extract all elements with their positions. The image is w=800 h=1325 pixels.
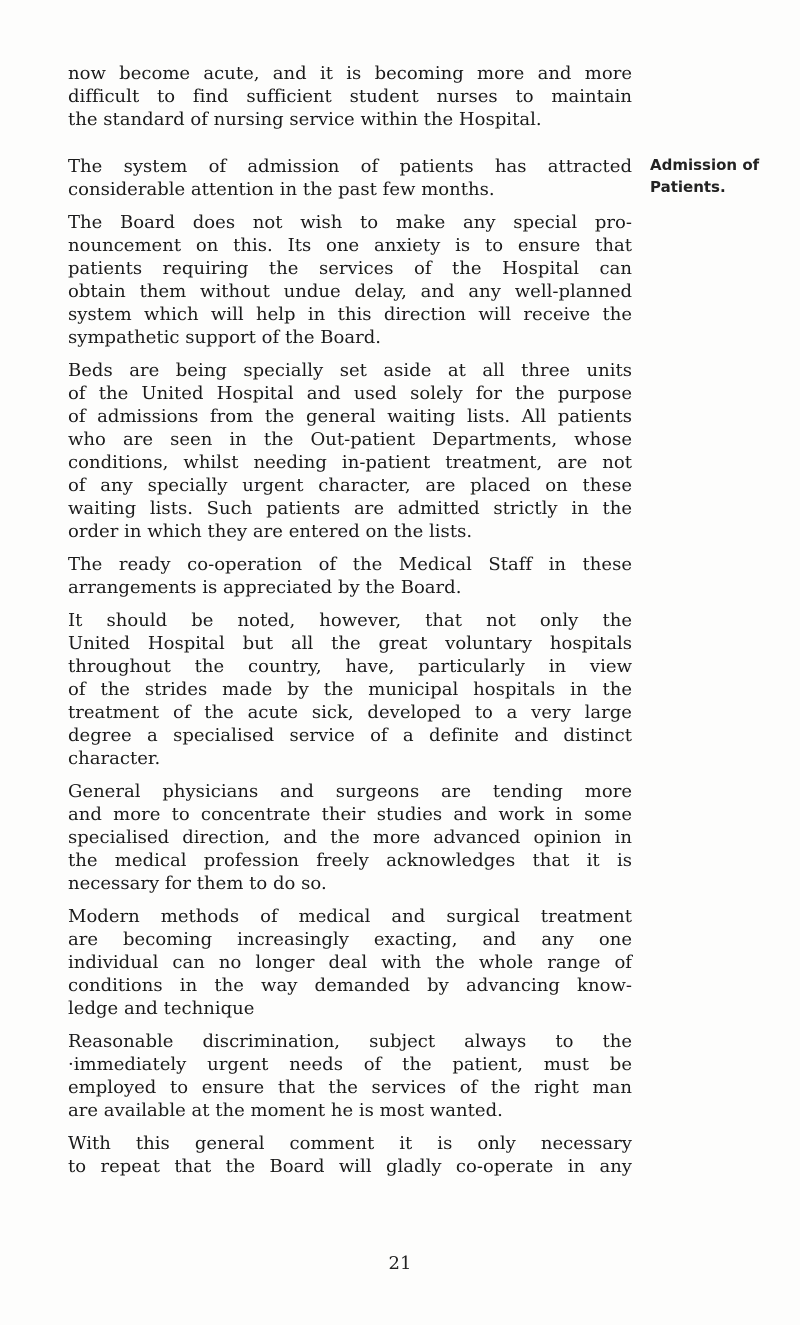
text-line: With this general comment it is only necessary [68, 1133, 632, 1154]
text-line: It should be noted, however, that not only the [68, 610, 632, 631]
text-line: necessary for them to do so. [68, 873, 327, 894]
margin-note-line: Patients. [650, 178, 726, 196]
margin-note-line: Admission of [650, 156, 760, 174]
text-line: waiting lists. Such patients are admitted strictly in the [68, 498, 632, 519]
text-line: considerable attention in the past few months. [68, 179, 495, 200]
spacer [68, 141, 632, 155]
paragraph [68, 780, 632, 895]
paragraph [68, 905, 632, 1020]
text-line: of the strides made by the municipal hospitals in the [68, 679, 632, 700]
text-line: of any specially urgent character, are placed on these [68, 475, 632, 496]
text-line: difficult to find sufficient student nurses to maintain [68, 86, 632, 107]
text-line: throughout the country, have, particularly in view [68, 656, 632, 677]
text-line: of the United Hospital and used solely for the purpose [68, 383, 632, 404]
text-line: General physicians and surgeons are tending more [68, 781, 632, 802]
text-line: now become acute, and it is becoming more and more [68, 63, 632, 84]
text-line: patients requiring the services of the Hospital can [68, 258, 632, 279]
text-line: character. [68, 748, 161, 769]
paragraph [68, 211, 632, 349]
text-line: and more to concentrate their studies and work in some [68, 804, 632, 825]
text-line: the medical profession freely acknowledges that it is [68, 850, 632, 871]
text-line: to repeat that the Board will gladly co-operate in any [68, 1156, 632, 1177]
text-line: Modern methods of medical and surgical treatment [68, 906, 632, 927]
text-line: degree a specialised service of a definite and distinct [68, 725, 632, 746]
paragraph [68, 155, 632, 201]
text-line: The Board does not wish to make any special pro- [68, 212, 632, 233]
text-line: treatment of the acute sick, developed to a very large [68, 702, 632, 723]
paragraph [68, 1132, 632, 1178]
body-text [68, 62, 632, 1188]
text-line: specialised direction, and the more advanced opinion in [68, 827, 632, 848]
page-number: 21 [388, 1253, 412, 1274]
text-line: conditions in the way demanded by advancing know- [68, 975, 632, 996]
text-line: conditions, whilst needing in-patient treatment, are not [68, 452, 632, 473]
text-line: system which will help in this direction will receive the [68, 304, 632, 325]
text-line: sympathetic support of the Board. [68, 327, 381, 348]
paragraph [68, 62, 632, 131]
paragraph [68, 359, 632, 543]
text-line: Reasonable discrimination, subject always to the [68, 1031, 632, 1052]
margin-note [650, 154, 800, 198]
text-line: The ready co-operation of the Medical Staff in these [68, 554, 632, 575]
text-line: obtain them without undue delay, and any well-planned [68, 281, 632, 302]
text-line: ·immediately urgent needs of the patient, must be [68, 1054, 632, 1075]
text-line: Beds are being specially set aside at all three units [68, 360, 632, 381]
paragraph [68, 609, 632, 770]
text-line: the standard of nursing service within the Hospital. [68, 109, 542, 130]
text-line: of admissions from the general waiting lists. All patients [68, 406, 632, 427]
paragraph [68, 553, 632, 599]
text-line: nouncement on this. Its one anxiety is to ensure that [68, 235, 632, 256]
paragraph [68, 1030, 632, 1122]
text-line: are available at the moment he is most wanted. [68, 1100, 503, 1121]
text-line: individual can no longer deal with the whole range of [68, 952, 632, 973]
text-line: are becoming increasingly exacting, and any one [68, 929, 632, 950]
text-line: who are seen in the Out-patient Departments, whose [68, 429, 632, 450]
text-line: ledge and technique [68, 998, 255, 1019]
text-line: The system of admission of patients has attracted [68, 156, 632, 177]
text-line: order in which they are entered on the lists. [68, 521, 473, 542]
text-line: United Hospital but all the great voluntary hospitals [68, 633, 632, 654]
text-line: arrangements is appreciated by the Board. [68, 577, 462, 598]
text-line: employed to ensure that the services of the right man [68, 1077, 632, 1098]
